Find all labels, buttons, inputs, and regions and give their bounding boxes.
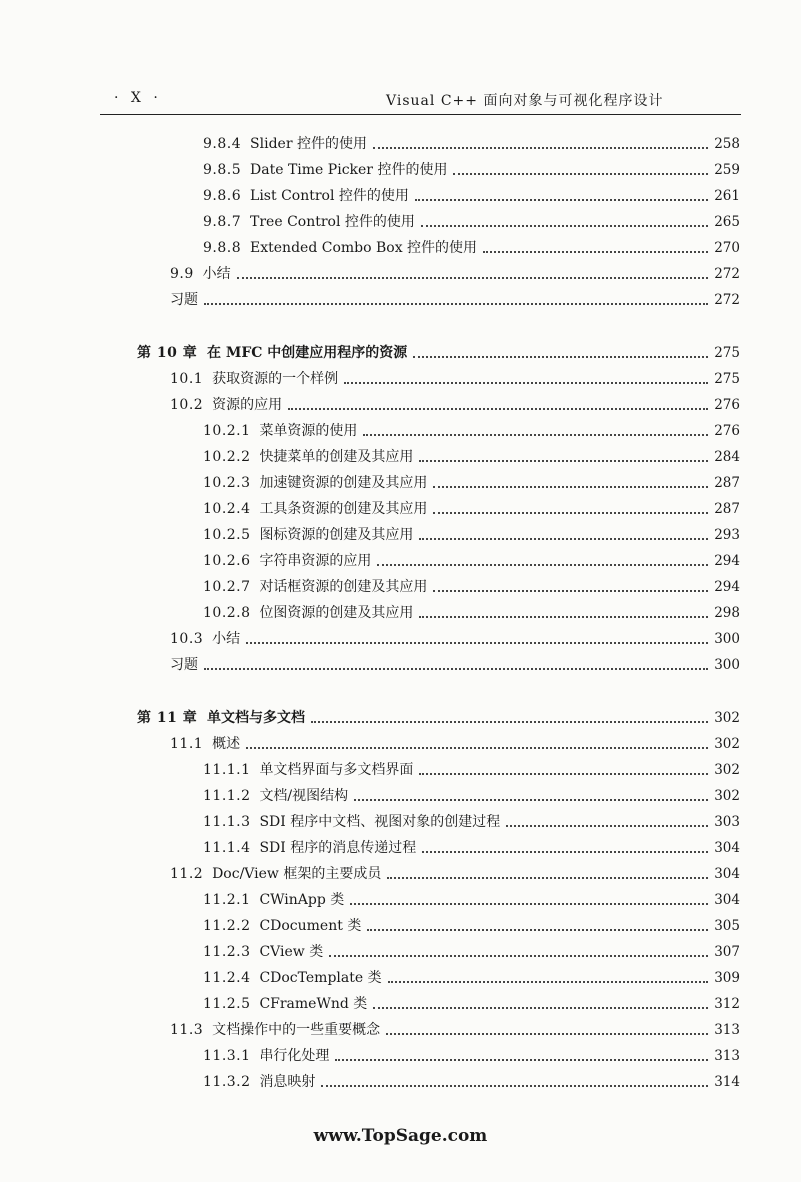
entry-title: Tree Control 控件的使用 [250,214,415,230]
toc-entry [203,837,740,859]
toc-entry [203,915,740,937]
section-number: 10.2.4 [203,501,251,517]
entry-title: 文档/视图结构 [259,788,349,804]
entry-title: 在 MFC 中创建应用程序的资源 [206,345,408,361]
leader-dots [415,198,708,201]
leader-dots [419,772,708,775]
toc-entry [170,263,740,285]
entry-title: 获取资源的一个样例 [212,371,339,387]
toc-entry [203,811,740,833]
leader-dots [433,511,708,514]
section-number: 11.3.1 [203,1048,251,1064]
section-number: 11.1.2 [203,788,251,804]
page-ref: 302 [714,736,740,752]
leader-dots [237,276,709,279]
page-ref: 270 [714,240,740,256]
toc-entry [203,237,740,259]
toc-entry [170,733,740,755]
toc-entry [203,941,740,963]
page-ref: 272 [714,292,740,308]
toc-entry [203,889,740,911]
toc-entry [170,368,740,390]
section-number: 9.8.5 [203,162,242,178]
section-number: 11.2 [170,866,204,882]
section-number: 10.2.6 [203,553,251,569]
section-number: 10.2.8 [203,605,251,621]
entry-title: 对话框资源的创建及其应用 [259,579,428,595]
leader-dots [373,1006,708,1009]
leader-dots [204,667,708,670]
section-number: 11.1 [170,736,204,752]
leader-dots [329,954,708,957]
entry-title: 图标资源的创建及其应用 [259,527,414,543]
page-ref: 287 [714,501,740,517]
leader-dots [350,902,708,905]
leader-dots [344,381,708,384]
entry-title: 加速键资源的创建及其应用 [259,475,428,491]
section-number: 10.3 [170,631,204,647]
entry-title: 习题 [170,292,198,308]
toc-entry [203,498,740,520]
page-ref: 300 [714,657,740,673]
page-ref: 303 [714,814,740,830]
toc-entry [203,967,740,989]
toc-entry [203,759,740,781]
toc-entry [203,1045,740,1067]
page-ref: 307 [714,944,740,960]
leader-dots [386,1032,708,1035]
watermark-url: www.TopSage.com [313,1126,488,1146]
page-number: · X · [114,90,162,106]
page-ref: 258 [714,136,740,152]
leader-dots [246,746,708,749]
section-number: 11.3 [170,1022,204,1038]
leader-dots [506,824,708,827]
page-ref: 294 [714,553,740,569]
leader-dots [419,537,708,540]
entry-title: 资源的应用 [212,397,283,413]
chapter-number: 第 10 章 [137,345,198,361]
leader-dots [419,459,708,462]
toc-entry [203,602,740,624]
toc-entry [203,159,740,181]
entry-title: SDI 程序中文档、视图对象的创建过程 [259,814,501,830]
leader-dots [483,250,708,253]
toc-entry [170,863,740,885]
page-ref: 305 [714,918,740,934]
leader-dots [367,928,708,931]
entry-title: List Control 控件的使用 [250,188,409,204]
section-number: 9.8.7 [203,214,242,230]
section-number: 10.2.2 [203,449,251,465]
toc-entry [203,211,740,233]
toc-entry [203,576,740,598]
leader-dots [388,980,709,983]
page-ref: 265 [714,214,740,230]
entry-title: CDocument 类 [259,918,362,934]
leader-dots [373,146,708,149]
page-ref: 293 [714,527,740,543]
toc-entry [170,289,740,311]
leader-dots [288,407,708,410]
chapter-number: 第 11 章 [137,710,198,726]
page-ref: 261 [714,188,740,204]
page-ref: 275 [714,345,740,361]
section-number: 10.2.3 [203,475,251,491]
entry-title: CWinApp 类 [259,892,345,908]
toc-entry [170,394,740,416]
toc-entry [203,993,740,1015]
page-ref: 304 [714,866,740,882]
section-number: 11.2.3 [203,944,251,960]
page-ref: 276 [714,423,740,439]
section-number: 9.9 [170,266,194,282]
toc-entry [203,185,740,207]
leader-dots [335,1058,708,1061]
leader-dots [419,615,708,618]
section-number: 11.1.3 [203,814,251,830]
page-ref: 304 [714,840,740,856]
page-ref: 294 [714,579,740,595]
entry-title: Extended Combo Box 控件的使用 [250,240,478,256]
entry-title: 小结 [212,631,241,647]
toc-entry [170,654,740,676]
page-ref: 302 [714,762,740,778]
toc-entry [170,1019,740,1041]
toc-entry [203,524,740,546]
section-number: 11.1.4 [203,840,251,856]
page-ref: 300 [714,631,740,647]
section-number: 11.2.2 [203,918,251,934]
page-ref: 312 [714,996,740,1012]
section-number: 9.8.6 [203,188,242,204]
section-number: 10.2.5 [203,527,251,543]
leader-dots [422,850,708,853]
entry-title: 习题 [170,657,198,673]
section-number: 10.2.7 [203,579,251,595]
leader-dots [321,1084,708,1087]
leader-dots [421,224,708,227]
leader-dots [433,589,708,592]
toc-entry [203,785,740,807]
entry-title: CDocTemplate 类 [259,970,382,986]
section-number: 11.2.5 [203,996,251,1012]
entry-title: 串行化处理 [259,1048,330,1064]
entry-title: CView 类 [259,944,324,960]
page-ref: 284 [714,449,740,465]
entry-title: 消息映射 [259,1074,316,1090]
page-ref: 276 [714,397,740,413]
entry-title: 菜单资源的使用 [259,423,358,439]
leader-dots [413,355,708,358]
toc-entry [203,133,740,155]
leader-dots [453,172,708,175]
section-number: 10.2.1 [203,423,251,439]
toc-entry [203,1071,740,1093]
toc-chapter-entry [137,342,740,364]
leader-dots [363,433,708,436]
page-ref: 313 [714,1022,740,1038]
leader-dots [204,302,708,305]
entry-title: SDI 程序的消息传递过程 [259,840,417,856]
page-ref: 304 [714,892,740,908]
book-title: Visual C++ 面向对象与可视化程序设计 [386,93,664,109]
page-ref: 302 [714,710,740,726]
page-ref: 272 [714,266,740,282]
entry-title: Doc/View 框架的主要成员 [212,866,382,882]
section-number: 9.8.4 [203,136,242,152]
entry-title: 单文档界面与多文档界面 [259,762,414,778]
leader-dots [311,720,708,723]
page-ref: 298 [714,605,740,621]
entry-title: Date Time Picker 控件的使用 [250,162,448,178]
page-ref: 287 [714,475,740,491]
section-number: 11.1.1 [203,762,251,778]
entry-title: 位图资源的创建及其应用 [259,605,414,621]
entry-title: 小结 [202,266,231,282]
leader-dots [387,876,708,879]
leader-dots [246,641,708,644]
page-ref: 309 [714,970,740,986]
page-ref: 313 [714,1048,740,1064]
toc-entry [170,628,740,650]
toc-chapter-entry [137,707,740,729]
page-ref: 275 [714,371,740,387]
entry-title: 文档操作中的一些重要概念 [212,1022,381,1038]
entry-title: 字符串资源的应用 [259,553,372,569]
leader-dots [433,485,708,488]
toc-entry [203,550,740,572]
page-ref: 314 [714,1074,740,1090]
toc-entry [203,420,740,442]
entry-title: 概述 [212,736,241,752]
toc-entry [203,472,740,494]
entry-title: 快捷菜单的创建及其应用 [259,449,414,465]
entry-title: 单文档与多文档 [206,710,305,726]
section-number: 10.2 [170,397,204,413]
section-number: 11.2.1 [203,892,251,908]
leader-dots [377,563,708,566]
entry-title: Slider 控件的使用 [250,136,367,152]
section-number: 10.1 [170,371,204,387]
section-number: 11.3.2 [203,1074,251,1090]
section-number: 9.8.8 [203,240,242,256]
entry-title: CFrameWnd 类 [259,996,368,1012]
page-ref: 259 [714,162,740,178]
entry-title: 工具条资源的创建及其应用 [259,501,428,517]
toc-entry [203,446,740,468]
section-number: 11.2.4 [203,970,251,986]
page-ref: 302 [714,788,740,804]
leader-dots [354,798,708,801]
